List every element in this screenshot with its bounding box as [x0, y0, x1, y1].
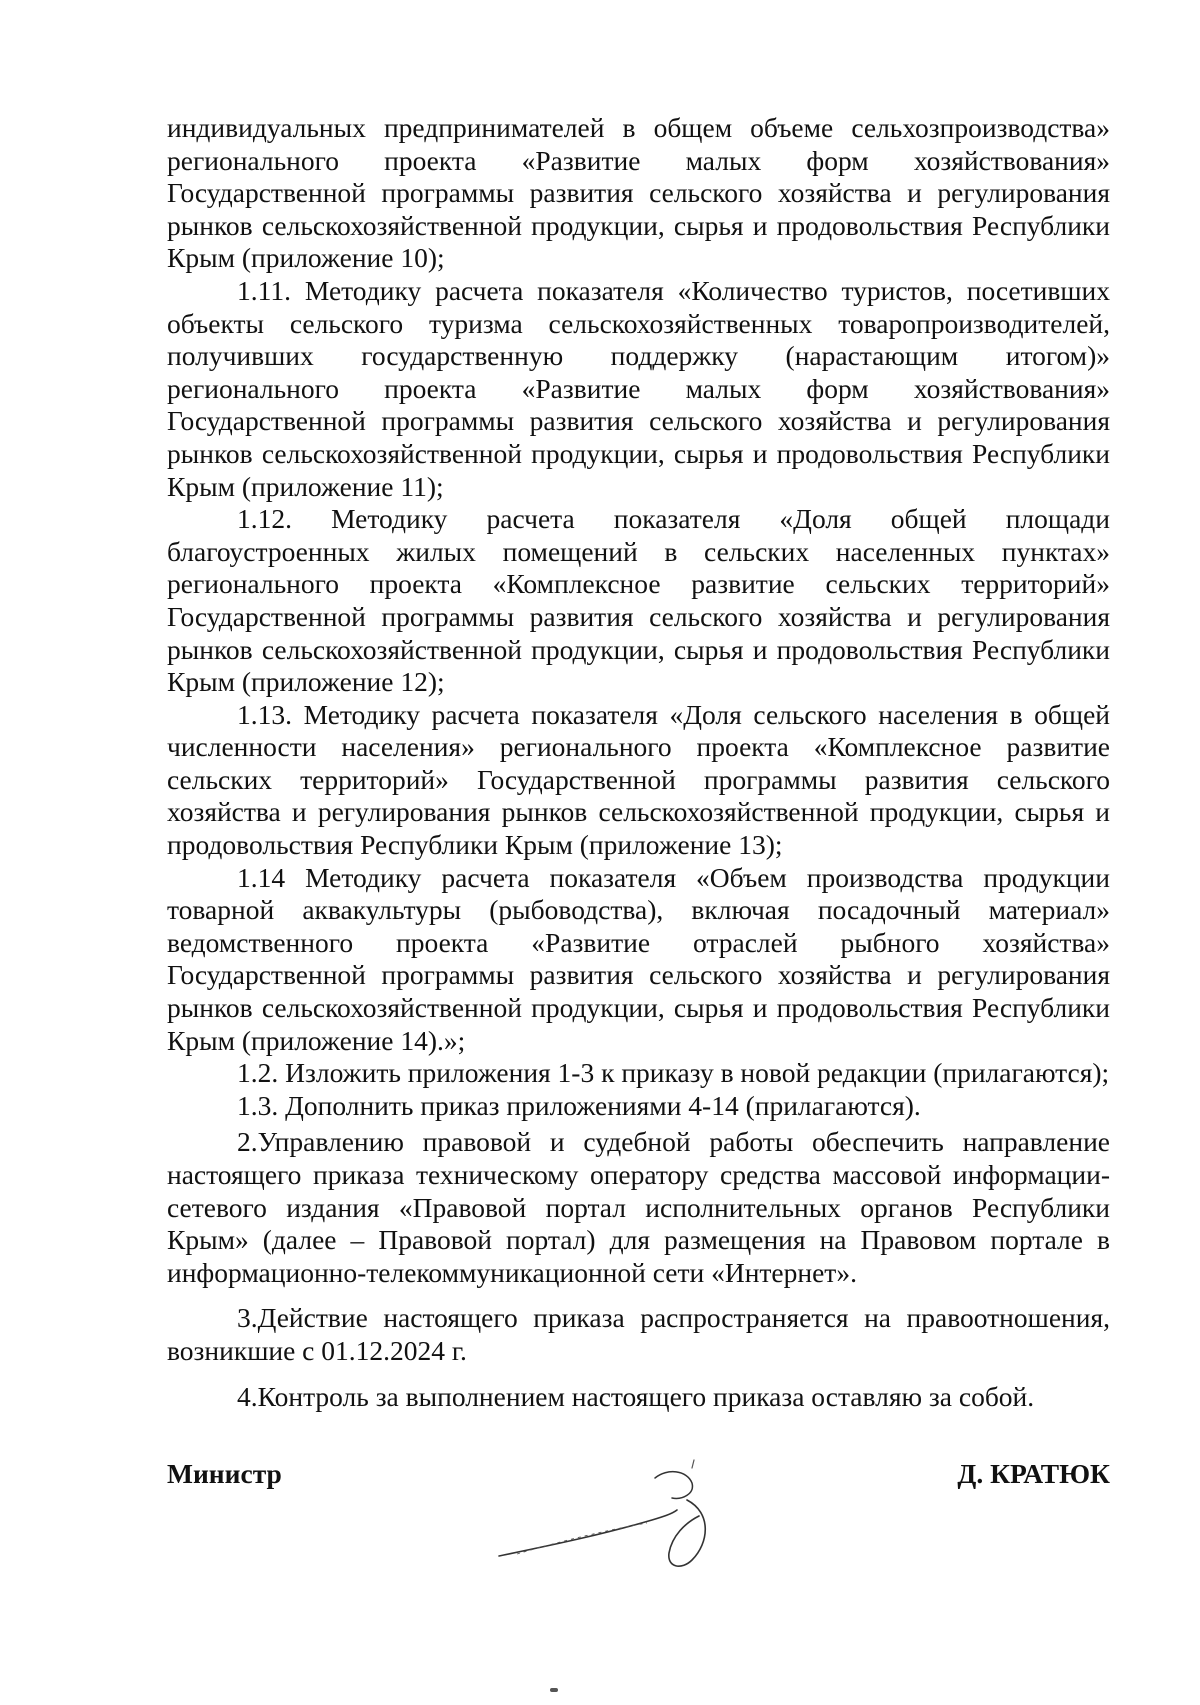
paragraph-4: 4.Контроль за выполнением настоящего приказа оставляю за собой. [237, 1380, 1035, 1412]
document-body [167, 112, 1110, 1413]
handwritten-signature [487, 1438, 747, 1578]
paragraph-1-14: 1.14 Методику расчета показателя «Объем производства продукции товарной аквакультуры (рыбоводства), включая посадочный материал» ведомственного проекта «Развитие отраслей рыбного хозяйства» Государственной программы развития сельского хозяйства и регулирования рынков сельскохозяйственной продукции, сырья и продовольствия Республики Крым (приложение 14).»; [167, 861, 1110, 1056]
paragraph-1-12: 1.12. Методику расчета показателя «Доля общей площади благоустроенных жилых помещений в сельских населенных пунктах» регионального проекта «Комплексное развитие сельских территорий» Государственной программы развития сельского хозяйства и регулирования рынков сельскохозяйственной продукции, сырья и продовольствия Республики Крым (приложение 12); [167, 503, 1110, 698]
page-mark [550, 1688, 558, 1692]
paragraph-1-3: 1.3. Дополнить приказ приложениями 4-14 (прилагаются). [237, 1089, 921, 1121]
signatory-position: Министр [167, 1458, 282, 1489]
paragraph-2: 2.Управлению правовой и судебной работы обеспечить направление настоящего приказа техническому оператору средства массовой информации-сетевого издания «Правовой портал исполнительных органов Республики Крым» (далее – Правовой портал) для размещения на Правовом портале в информационно-телекоммуникационной сети «Интернет». [167, 1126, 1110, 1288]
paragraph-1-2: 1.2. Изложить приложения 1-3 к приказу в новой редакции (прилагаются); [237, 1057, 1110, 1089]
paragraph-continuation-10: индивидуальных предпринимателей в общем объеме сельхозпроизводства» регионального проекта «Развитие малых форм хозяйствования» Государственной программы развития сельского хозяйства и регулирования рынков сельскохозяйственной продукции, сырья и продовольствия Республики Крым (приложение 10); [167, 112, 1110, 274]
paragraph-1-13: 1.13. Методику расчета показателя «Доля сельского населения в общей численности населения» регионального проекта «Комплексное развитие сельских территорий» Государственной программы развития сельского хозяйства и регулирования рынков сельскохозяйственной продукции, сырья и продовольствия Республики Крым (приложение 13); [167, 698, 1110, 861]
paragraph-3: 3.Действие настоящего приказа распространяется на правоотношения, возникшие с 01.12.2024 г. [167, 1302, 1110, 1366]
signatory-name: Д. КРАТЮК [957, 1458, 1110, 1489]
paragraph-1-11: 1.11. Методику расчета показателя «Количество туристов, посетивших объекты сельского туризма сельскохозяйственных товаропроизводителей, получивших государственную поддержку (нарастающим итогом)» регионального проекта «Развитие малых форм хозяйствования» Государственной программы развития сельского хозяйства и регулирования рынков сельскохозяйственной продукции, сырья и продовольствия Республики Крым (приложение 11); [167, 274, 1110, 502]
signature-block [167, 1458, 1110, 1598]
